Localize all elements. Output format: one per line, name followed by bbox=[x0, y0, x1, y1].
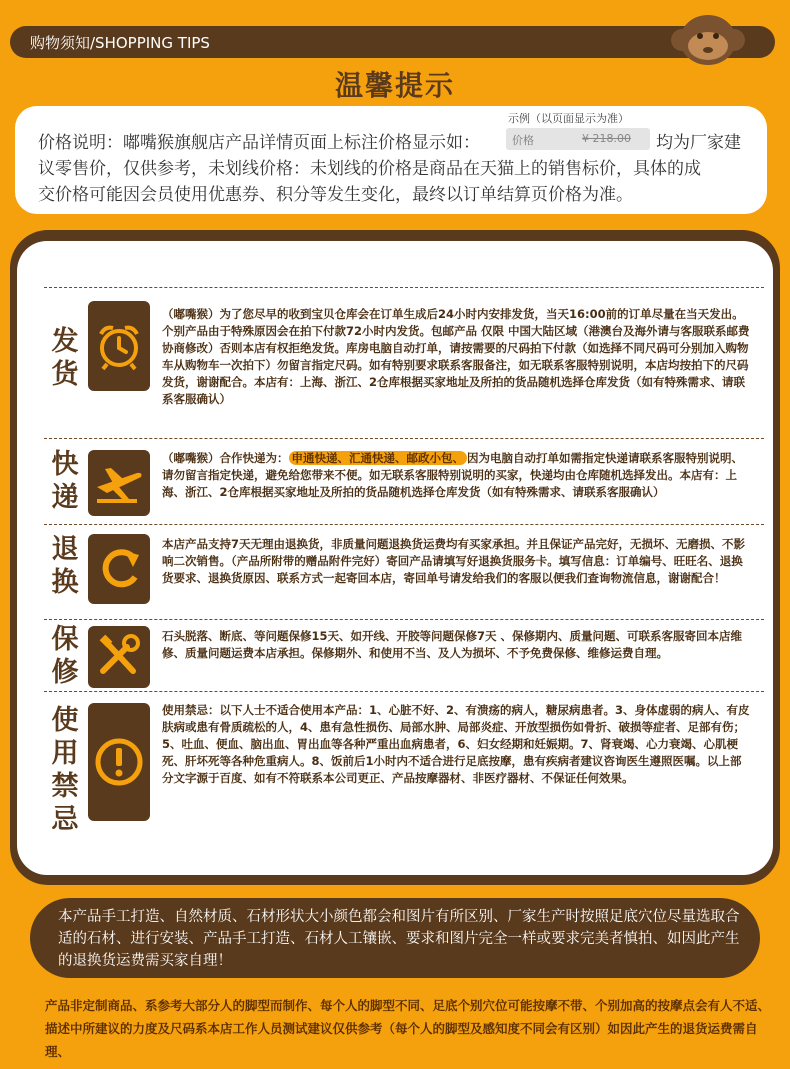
handmade-notice-text: 本产品手工打造、自然材质、石材形状大小颜色都会和图片有所区别、厂家生产时按照足底穴位尽量选取合适的石材、进行安装、产品手工打造、石材人工镶嵌、要求和图片完全一样或要求完美者慎拍、如因此产生的退换货运费需买家自理！ bbox=[58, 909, 740, 969]
divider bbox=[44, 287, 764, 288]
section-title-express: 快递 bbox=[51, 449, 79, 513]
return-arrow-icon bbox=[93, 543, 145, 595]
divider bbox=[44, 438, 764, 439]
price-text-part1: 价格说明：嘟嘴猴旗舰店产品详情页面上标注价格显示如： bbox=[38, 133, 480, 153]
divider bbox=[44, 691, 764, 692]
price-text-line3: 交价格可能因会员使用优惠券、积分等发生变化，最终以订单结算页价格为准。 bbox=[38, 185, 633, 205]
alarm-clock-icon bbox=[93, 320, 145, 372]
express-icon-box bbox=[88, 450, 150, 516]
warranty-icon-box bbox=[88, 626, 150, 688]
section-title-contraindications: 使用禁忌 bbox=[51, 705, 79, 835]
price-explanation-text bbox=[38, 130, 748, 205]
section-title-warranty: 保修 bbox=[51, 624, 79, 688]
monkey-mascot-icon bbox=[668, 10, 748, 70]
express-text-after: 因为电脑自动打单如需指定快递请联系客服特别说明、请勿留言指定快递，避免给您带来不便。如无联系客服特别说明的买家，快递均由仓库随机选择发出。本店有：上海、浙江、2仓库根据买家地址及所拍的货品随机选择仓库发货（如有特殊需求、请联系客服确认） bbox=[162, 451, 743, 499]
price-sample-field-label: 价格 bbox=[512, 134, 534, 147]
section-text-returns: 本店产品支持7天无理由退换货，非质量问题退换货运费均有买家承担。并且保证产品完好，无损坏、无磨损、不影响二次销售。（产品所附带的赠品附件完好）寄回产品请填写好退换货服务卡。填写信息：订单编号、旺旺名、退换货要求、退换货原因、联系方式一起寄回本店，寄回单号请发给我们的客服以便我们查询物流信息，谢谢配合！ bbox=[162, 537, 745, 585]
warning-icon bbox=[93, 736, 145, 788]
express-carriers-highlight: 申通快递、汇通快递、邮政小包、 bbox=[289, 451, 468, 465]
header-banner bbox=[10, 26, 775, 58]
price-sample-label: 示例（以页面显示为准） bbox=[508, 112, 629, 125]
section-text-shipping: （嘟嘴猴）为了您尽早的收到宝贝仓库会在订单生成后24小时内安排发货，当天16:00前的订单尽量在当天发出。个别产品由于特殊原因会在拍下付款72小时内发货。包邮产品 仅限 中国大陆区域（港澳台及海外请与客服联系邮费协商修改）否则本店有权拒绝发货。库房电脑自动打单，请按需要的尺码拍下付款（如选择不同尺码可分别加入购物车从购物车一次拍下）勿留言指定尺码。如有特别要求联系客服备注，如无联系客服特别说明，本店均按拍下的尺码发货，谢谢配合。本店有：上海、浙江、2仓库根据买家地址及所拍的货品随机选择仓库发货（如有特殊需求、请联系客服确认） bbox=[162, 307, 750, 406]
section-title-shipping: 发货 bbox=[51, 326, 79, 390]
shipping-icon-box bbox=[88, 301, 150, 391]
notice-title: 温馨提示 bbox=[334, 69, 455, 102]
contraindications-icon-box bbox=[88, 703, 150, 821]
section-text-express bbox=[162, 450, 752, 501]
price-sample-strikethrough-value: ¥ 218.00 bbox=[582, 132, 631, 145]
airplane-icon bbox=[93, 457, 145, 509]
price-text-part2: 均为厂家建 bbox=[656, 133, 741, 153]
divider bbox=[44, 524, 764, 525]
express-text-before: （嘟嘴猴）合作快递为： bbox=[162, 451, 289, 465]
banner-title: 购物须知/SHOPPING TIPS bbox=[30, 34, 210, 52]
section-text-warranty: 石头脱落、断底、等问题保修15天、如开线、开胶等问题保修7天 、保修期内、质量问题、可联系客服寄回本店维修、质量问题运费本店承担。保修期外、和使用不当、及人为损坏、不予免费保修、维修运费自理。 bbox=[162, 629, 743, 660]
returns-icon-box bbox=[88, 534, 150, 604]
section-title-returns: 退换 bbox=[51, 534, 79, 598]
footer-notice-text: 产品非定制商品、系参考大部分人的脚型而制作、每个人的脚型不同、足底个别穴位可能按摩不带、个别加高的按摩点会有人不适、描述中所建议的力度及尺码系本店工作人员测试建议仅供参考（每个人的脚型及感知度不同会有区别）如因此产生的退货运费需自理、 bbox=[45, 998, 771, 1059]
price-text-line2: 议零售价，仅供参考，未划线价格：未划线的价格是商品在天猫上的销售标价，具体的成 bbox=[38, 159, 701, 179]
section-text-contraindications: 使用禁忌：以下人士不适合使用本产品：1、心脏不好、2、有溃疡的病人，糖尿病患者。3、身体虚弱的病人、有皮肤病或患有骨质疏松的人，4、患有急性损伤、局部水肿、局部炎症、开放型损伤如骨折、破损等症者、足部有伤；5、吐血、便血、脑出血、胃出血等各种严重出血病患者，6、妇女经期和妊娠期。7、肾衰竭、心力衰竭、心肌梗死、肝坏死等各种危重病人。8、饭前后1小时内不适合进行足底按摩，患有疾病者建议咨询医生遵照医嘱。以上部分文字源于百度、如有不符联系本公司更正、产品按摩器材、非医疗器材、不保证任何效果。 bbox=[162, 703, 750, 785]
tools-icon bbox=[93, 631, 145, 683]
divider bbox=[44, 619, 764, 620]
